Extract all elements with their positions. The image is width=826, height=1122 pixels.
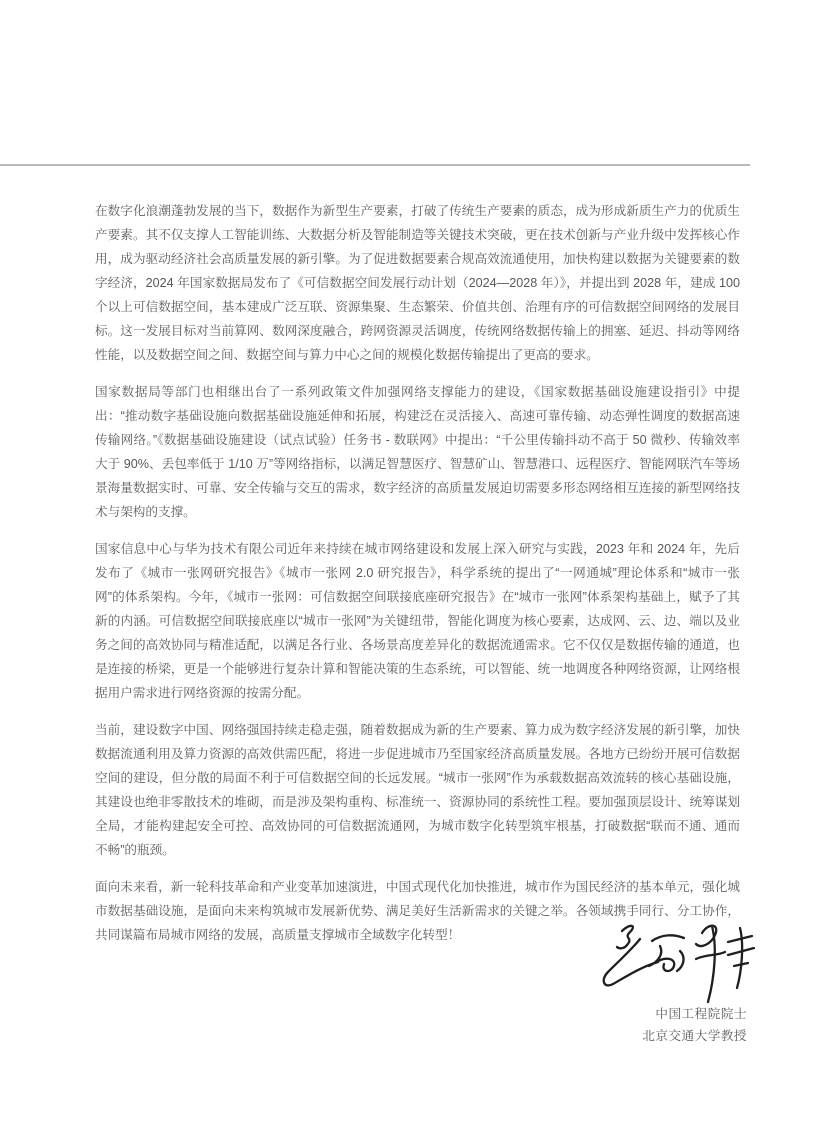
paragraph-2: 国家数据局等部门也相继出台了一系列政策文件加强网络支撑能力的建设，《国家数据基础设施建设指引》中提出：“推动数字基础设施向数据基础设施延伸和拓展，构建泛在灵活接入、高速可靠传输、动态弹性调度的数据高速传输网络。”《数据基础设施建设（试点试验）任务书 - 数联网》中提出：“千公里传输抖动不高于 50 微秒、传输效率大于 90%、丢包率低于 1/10 万”等网络指标，以满足智慧医疗、智慧矿山、智慧港口、远程医疗、智能网联汽车等场景海量数据实时、可靠、安全传输与交互的需求，数字经济的高质量发展迫切需要多形态网络相互连接的新型网络技术与架构的支撑。 xyxy=(95,385,740,519)
paragraph-4: 当前，建设数字中国、网络强国持续走稳走强，随着数据成为新的生产要素、算力成为数字经济发展的新引擎，加快数据流通利用及算力资源的高效供需匹配，将进一步促进城市乃至国家经济高质量发展。各地方已纷纷开展可信数据空间的建设，但分散的局面不利于可信数据空间的长远发展。“城市一张网”作为承载数据高效流转的核心基础设施，其建设也绝非零散技术的堆砌，而是涉及架构重构、标准统一、资源协同的系统性工程。要加强顶层设计、统筹谋划全局，才能构建起安全可控、高效协同的可信数据流通网，为城市数字化转型筑牢根基，打破数据“联而不通、通而不畅”的瓶颈。 xyxy=(95,723,740,857)
credential-university-title: 北京交通大学教授 xyxy=(642,1029,747,1043)
paragraph-1: 在数字化浪潮蓬勃发展的当下，数据作为新型生产要素，打破了传统生产要素的质态，成为形成新质生产力的优质生产要素。其不仅支撑人工智能训练、大数据分析及智能制造等关键技术突破，更在技术创新与产业升级中发挥核心作用，成为驱动经济社会高质量发展的新引擎。为了促进数据要素合规高效流通使用，加快构建以数据为关键要素的数字经济，2024 年国家数据局发布了《可信数据空间发展行动计划（2024—2028 年）》，并提出到 2028 年，建成 100 个以上可信数据空间，基本建成广泛互联、资源集聚、生态繁荣、价值共创、治理有序的可信数据空间网络的发展目标。这一发展目标对当前算网、数网深度融合，跨网资源灵活调度，传统网络数据传输上的拥塞、延迟、抖动等网络性能，以及数据空间之间、数据空间与算力中心之间的规模化数据传输提出了更高的要求。 xyxy=(95,204,740,362)
preface-body xyxy=(95,199,740,947)
paragraph-5: 面向未来看，新一轮科技革命和产业变革加速演进，中国式现代化加快推进，城市作为国民经济的基本单元，强化城市数据基础设施，是面向未来构筑城市发展新优势、满足美好生活新需求的关键之举。各领域携手同行、分工协作，共同谋篇布局城市网络的发展，高质量支撑城市全域数字化转型！ xyxy=(95,880,740,942)
paragraph-3: 国家信息中心与华为技术有限公司近年来持续在城市网络建设和发展上深入研究与实践，2023 年和 2024 年，先后发布了《城市一张网研究报告》《城市一张网 2.0 研究报告》，科学系统的提出了“一网通城”理论体系和“城市一张网”的体系架构。今年，《城市一张网：可信数据空间联接底座研究报告》在“城市一张网”体系架构基础上，赋予了其新的内涵。可信数据空间联接底座以“城市一张网”为关键纽带，智能化调度为核心要素，达成网、云、边、端以及业务之间的高效协同与精准适配，以满足各行业、各场景高度差异化的数据流通需求。它不仅仅是数据传输的通道，也是连接的桥梁，更是一个能够进行复杂计算和智能决策的生态系统，可以智能、统一地调度各种网络资源，让网络根据用户需求进行网络资源的按需分配。 xyxy=(95,542,740,700)
credential-academy-title: 中国工程院院士 xyxy=(655,1007,747,1021)
author-credentials xyxy=(642,1003,747,1047)
top-divider-rule xyxy=(0,164,750,166)
handwritten-signature-icon xyxy=(598,918,772,1008)
